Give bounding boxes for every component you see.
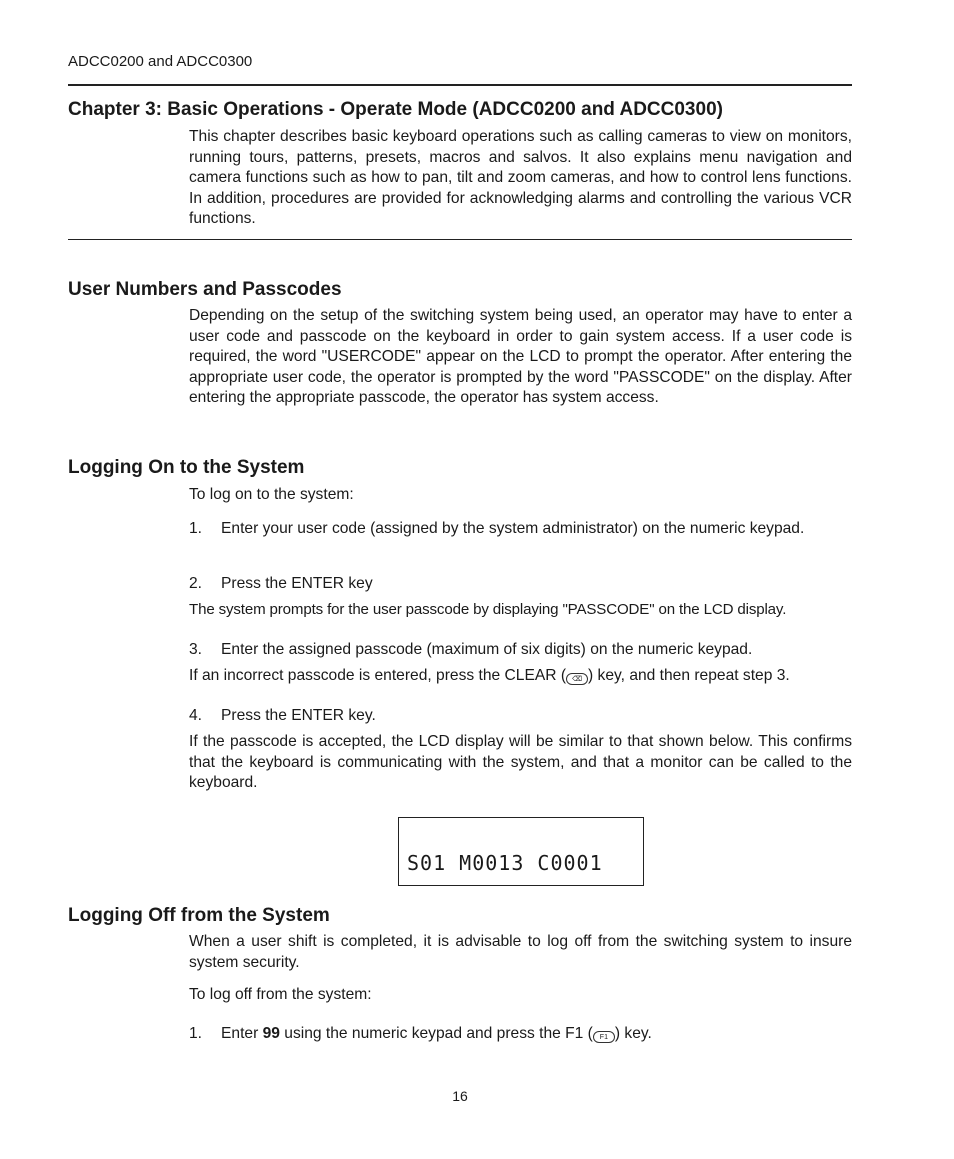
header-rule bbox=[68, 84, 852, 86]
lcd-display-text: S01 M0013 C0001 bbox=[407, 851, 603, 875]
step-2-note: The system prompts for the user passcode by displaying "PASSCODE" on the LCD display. bbox=[189, 601, 787, 618]
chapter-rule bbox=[68, 239, 852, 240]
logging-on-step-1 bbox=[189, 519, 852, 540]
logging-on-lead: To log on to the system: bbox=[189, 486, 354, 503]
running-header: ADCC0200 and ADCC0300 bbox=[68, 53, 253, 70]
step-number: 4. bbox=[189, 707, 203, 724]
step-text: Press the ENTER key bbox=[221, 575, 373, 592]
step-text bbox=[221, 1024, 852, 1045]
step-text-middle: using the numeric keypad and press the F1 ( bbox=[279, 1025, 593, 1042]
logging-off-body: When a user shift is completed, it is advisable to log off from the switching system to insure system security. bbox=[189, 933, 852, 971]
step-number: 1. bbox=[189, 520, 203, 537]
clear-key-icon: ⌫ bbox=[566, 673, 588, 685]
logging-off-step-1 bbox=[189, 1024, 852, 1045]
step-4-note: If the passcode is accepted, the LCD display will be similar to that shown below. This confirms that the keyboard is communicating with the system, and that a monitor can be called to the keyboard. bbox=[189, 733, 852, 792]
logging-off-lead: To log off from the system: bbox=[189, 986, 372, 1003]
step-3-note bbox=[189, 666, 852, 687]
logoff-code: 99 bbox=[262, 1025, 280, 1042]
step-number: 3. bbox=[189, 641, 203, 658]
step-3-note-after: ) key, and then repeat step 3. bbox=[588, 667, 790, 684]
logging-on-step-3 bbox=[189, 640, 852, 661]
lcd-display-example bbox=[398, 817, 644, 886]
logging-on-step-2 bbox=[189, 574, 852, 595]
step-text: Enter your user code (assigned by the system administrator) on the numeric keypad. bbox=[221, 520, 805, 537]
step-text-after: ) key. bbox=[614, 1025, 652, 1042]
step-text: Enter the assigned passcode (maximum of six digits) on the numeric keypad. bbox=[221, 641, 753, 658]
section-heading-logging-off: Logging Off from the System bbox=[68, 905, 330, 926]
step-text: Press the ENTER key. bbox=[221, 707, 376, 724]
f1-key-icon: F1 bbox=[593, 1031, 615, 1043]
page-number: 16 bbox=[452, 1088, 468, 1104]
step-number: 1. bbox=[189, 1025, 203, 1042]
step-text-before: Enter bbox=[221, 1025, 263, 1042]
section-heading-user-numbers: User Numbers and Passcodes bbox=[68, 279, 342, 300]
step-3-note-before: If an incorrect passcode is entered, press the CLEAR ( bbox=[189, 667, 567, 684]
user-numbers-body: Depending on the setup of the switching system being used, an operator may have to enter a user code and passcode on the keyboard in order to gain system access. If a user code is required, the word "USERCODE" appear on the LCD to prompt the operator. After entering the appropriate user code, the operator is prompted by the word "PASSCODE" on the display. After entering the appropriate passcode, the operator has system access. bbox=[189, 307, 852, 407]
logging-on-step-4 bbox=[189, 706, 852, 727]
chapter-intro: This chapter describes basic keyboard operations such as calling cameras to view on monitors, running tours, patterns, presets, macros and salvos. It also explains menu navigation and camera functions such as how to pan, tilt and zoom cameras, and how to control lens functions. In addition, procedures are provided for acknowledging alarms and controlling the various VCR functions. bbox=[189, 128, 852, 228]
chapter-title: Chapter 3: Basic Operations - Operate Mode (ADCC0200 and ADCC0300) bbox=[68, 99, 723, 120]
section-heading-logging-on: Logging On to the System bbox=[68, 457, 305, 478]
step-number: 2. bbox=[189, 575, 203, 592]
